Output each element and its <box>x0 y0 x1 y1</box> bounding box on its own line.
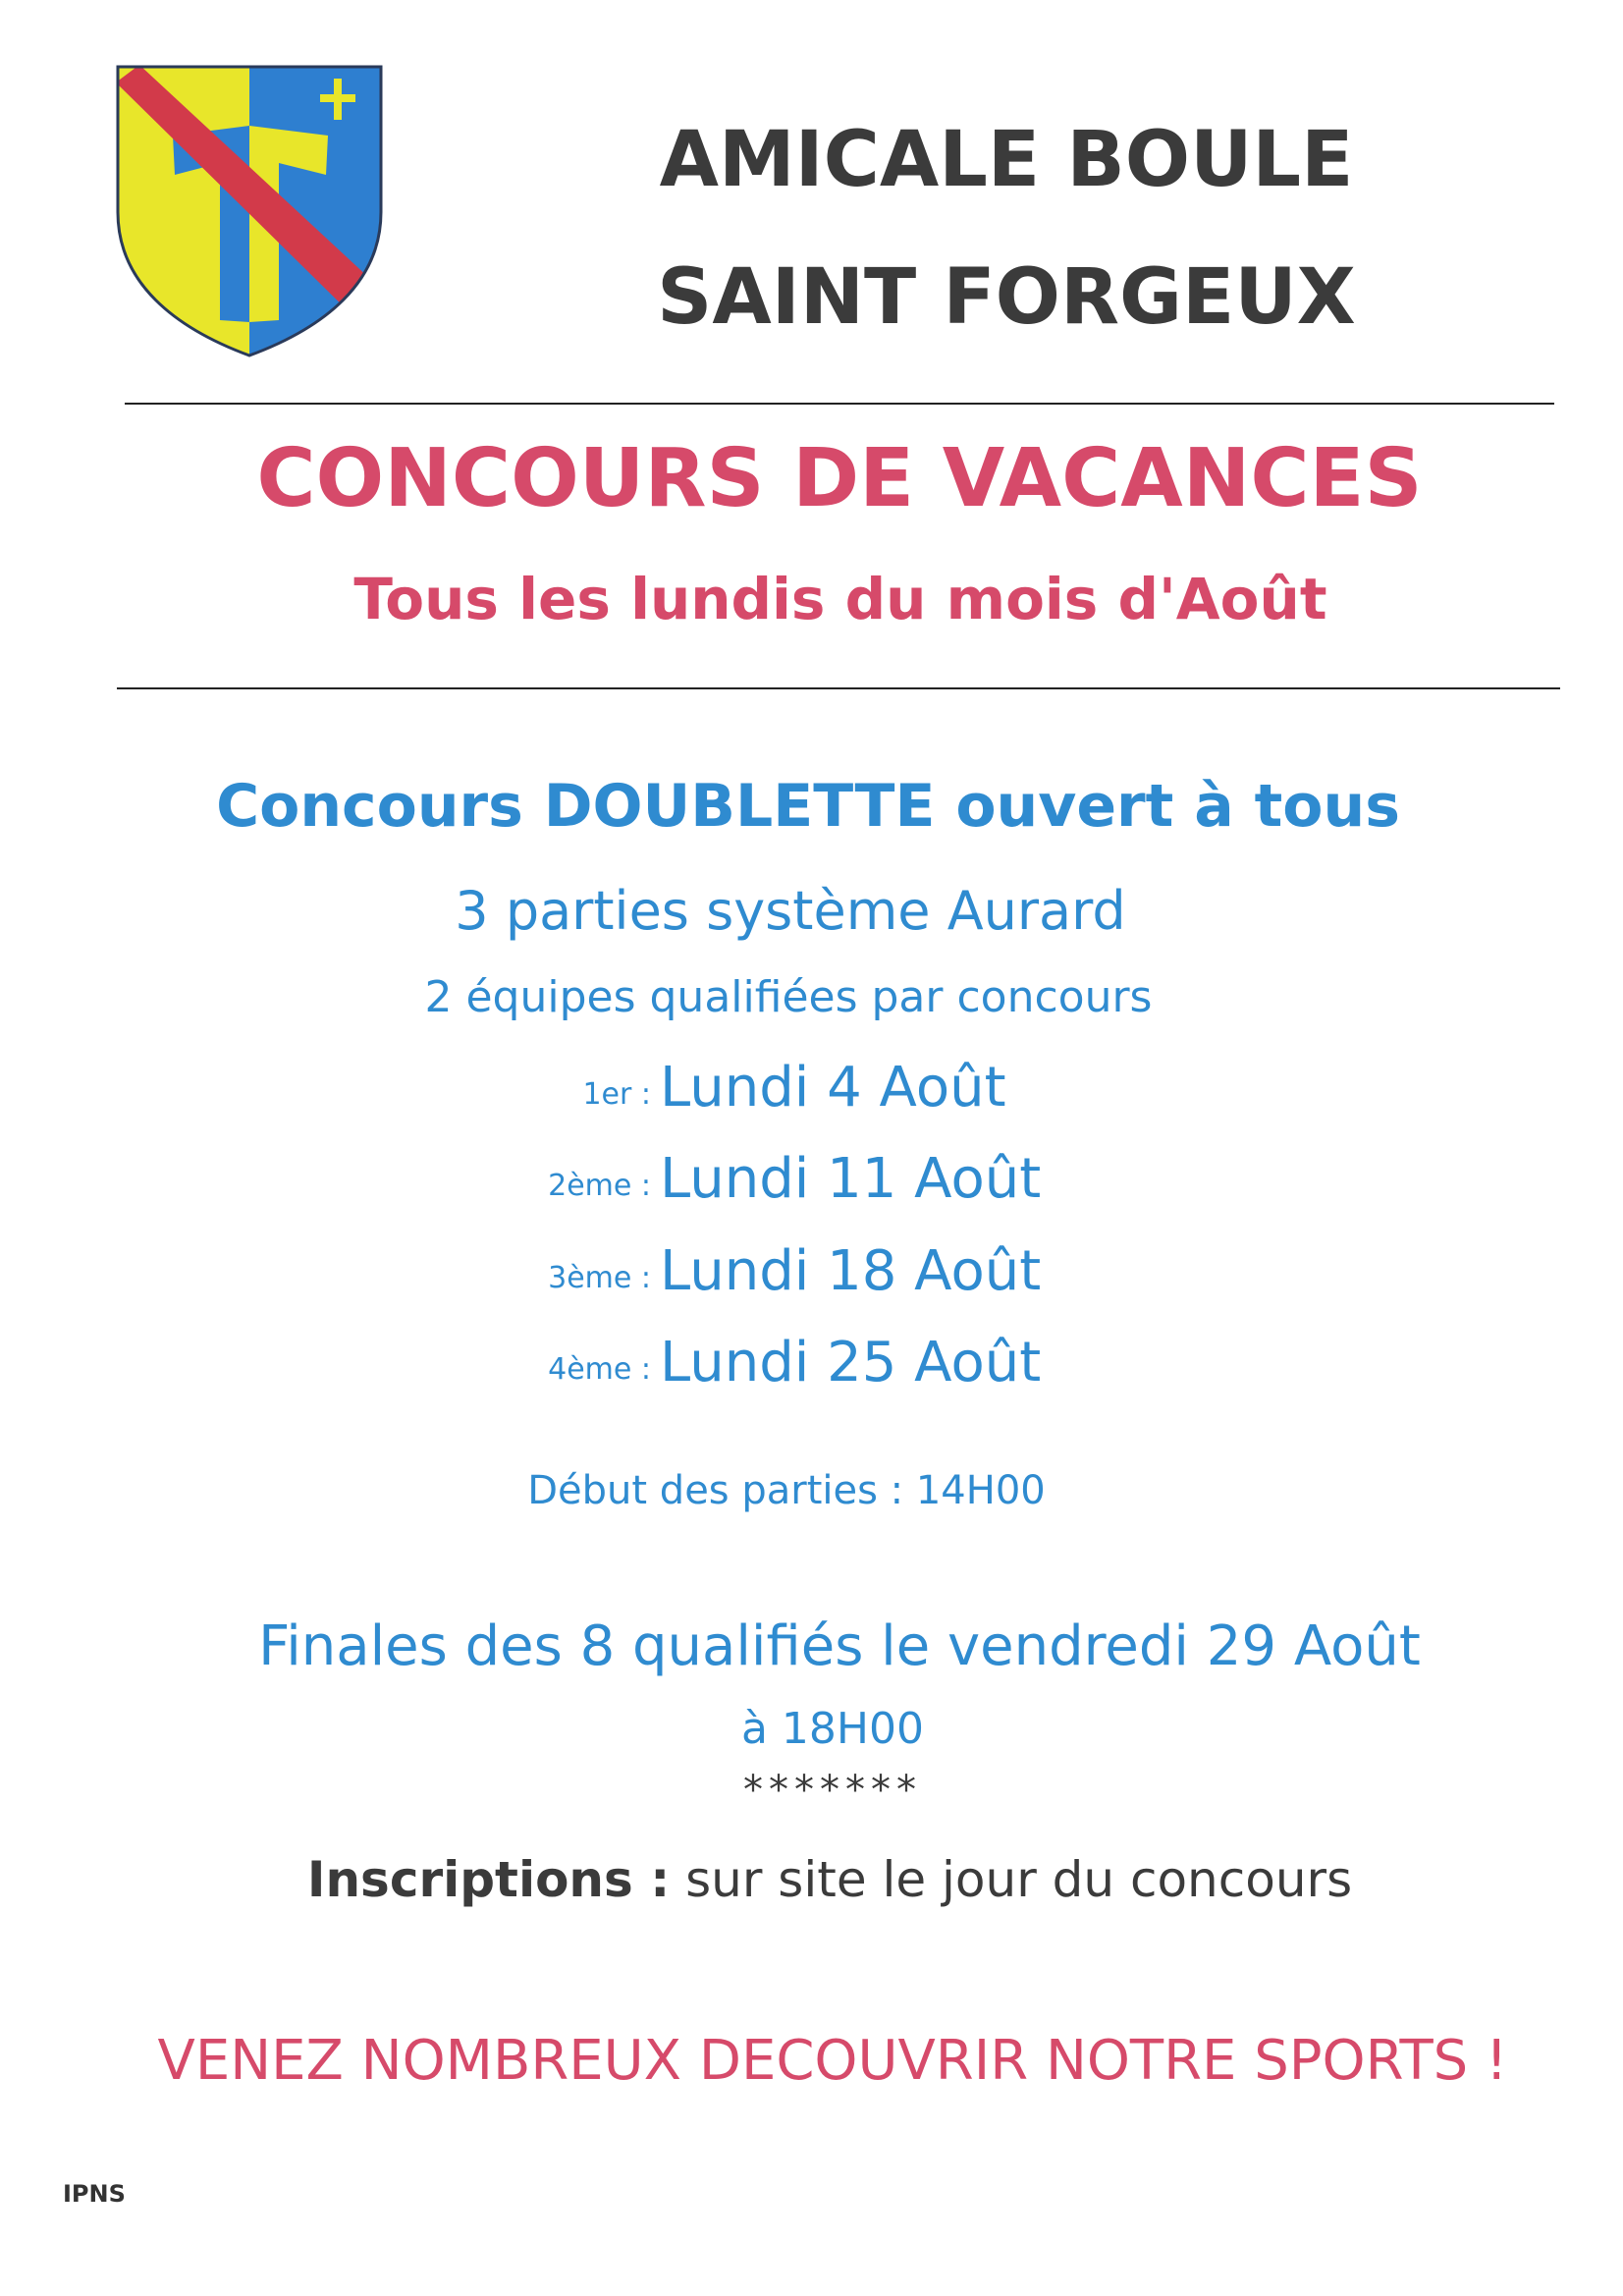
date-ordinal: 1er : <box>582 1077 651 1112</box>
registration <box>0 1851 1623 1908</box>
date-row <box>0 1132 1623 1211</box>
call-to-action: VENEZ NOMBREUX DECOUVRIR NOTRE SPORTS ! <box>157 2029 1508 2093</box>
registration-text: sur site le jour du concours <box>670 1851 1353 1908</box>
club-name-line-2: SAINT FORGEUX <box>657 253 1356 342</box>
divider-top <box>125 403 1554 405</box>
finals-time: à 18H00 <box>740 1704 924 1754</box>
date-ordinal: 2ème : <box>548 1169 651 1203</box>
separator: ******* <box>743 1768 922 1813</box>
date-value: Lundi 25 Août <box>660 1331 1042 1394</box>
format-qualified: 2 équipes qualifiées par concours <box>424 972 1153 1022</box>
start-time: Début des parties : 14H00 <box>527 1468 1046 1513</box>
coat-of-arms-icon <box>116 65 383 357</box>
event-subtitle: Tous les lundis du mois d'Août <box>353 566 1327 632</box>
club-name-line-1: AMICALE BOULE <box>659 116 1354 204</box>
footer-ipns: IPNS <box>63 2180 126 2208</box>
format-games: 3 parties système Aurard <box>455 880 1126 942</box>
finals-text: Finales des 8 qualifiés le vendredi 29 Août <box>258 1614 1421 1678</box>
event-title: CONCOURS DE VACANCES <box>256 432 1423 525</box>
date-value: Lundi 4 Août <box>660 1056 1006 1120</box>
date-value: Lundi 11 Août <box>660 1147 1042 1211</box>
registration-label: Inscriptions : <box>306 1851 671 1908</box>
date-row <box>0 1316 1623 1394</box>
divider-bottom <box>117 687 1560 689</box>
date-value: Lundi 18 Août <box>660 1239 1042 1303</box>
date-row <box>0 1041 1623 1120</box>
date-ordinal: 3ème : <box>548 1261 651 1295</box>
format-title: Concours DOUBLETTE ouvert à tous <box>216 772 1400 841</box>
date-row <box>0 1225 1623 1303</box>
date-ordinal: 4ème : <box>548 1352 651 1387</box>
